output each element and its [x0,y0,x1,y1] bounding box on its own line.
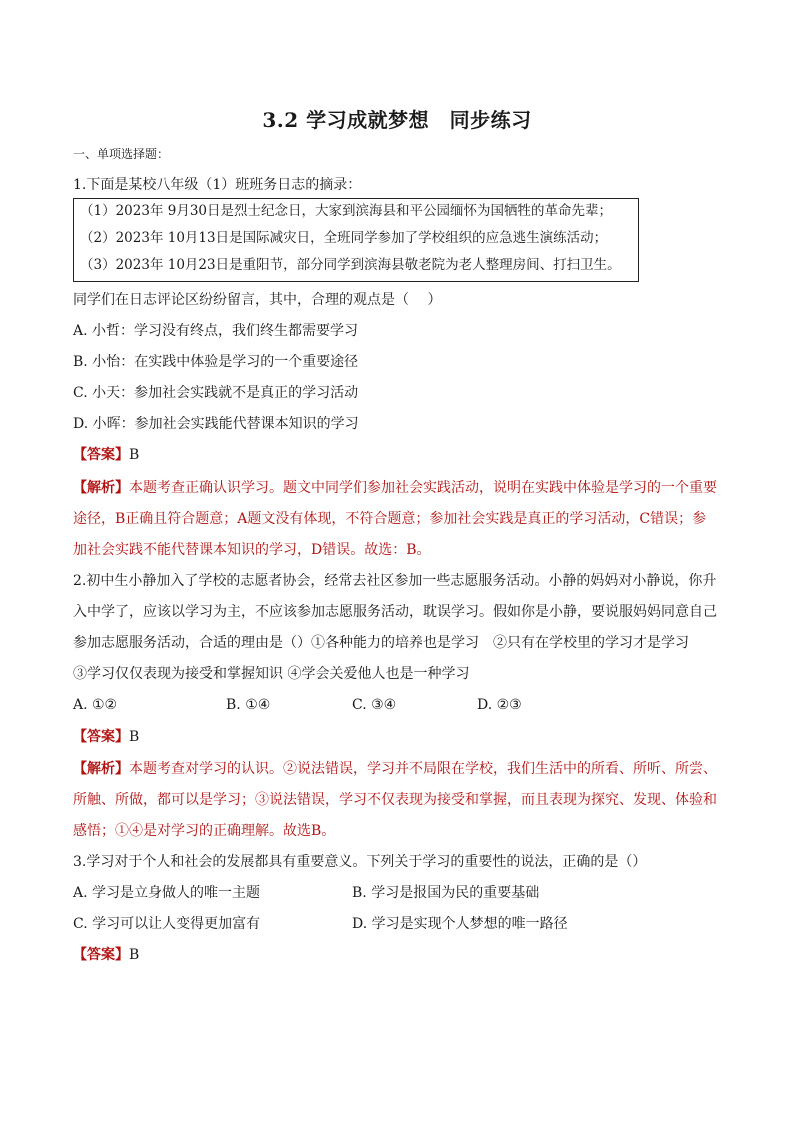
q3-option-a: A. 学习是立身做人的唯一主题 [73,885,261,901]
q1-option-d: D. 小晖：参加社会实践能代替课本知识的学习 [73,416,359,432]
q1-stem: 1.下面是某校八年级（1）班班务日志的摘录： [73,177,362,193]
q2-stem-line: 2.初中生小静加入了学校的志愿者协会，经常去社区参加一些志愿服务活动。小静的妈妈对小静说，你升 [73,573,717,589]
q2-analysis-line: 所触、所做，都可以是学习；③说法错误，学习不仅表现为接受和掌握，而且表现为探究、发现、体验和 [73,792,717,808]
answer-value: B [129,729,140,745]
q3-option-b: B. 学习是报国为民的重要基础 [352,885,540,901]
answer-value: B [129,447,140,463]
analysis-label: 【解析】 [73,761,129,777]
answer-value: B [129,947,140,963]
q1-log-entry: （1）2023年 9月30日是烈士纪念日，大家到滨海县和平公园缅怀为国牺牲的革命先辈； [80,203,613,219]
q1-option-b: B. 小怡：在实践中体验是学习的一个重要途径 [73,354,359,370]
q2-option-c: C. ③④ [352,697,397,713]
q1-log-box [73,198,639,282]
q2-answer [73,727,139,747]
q3-option-c: C. 学习可以让人变得更加富有 [73,916,261,932]
q2-analysis-line: 感悟；①④是对学习的正确理解。故选B。 [73,823,336,839]
section-heading: 一、单项选择题： [73,147,170,161]
q2-option-b: B. ①④ [226,697,271,713]
q2-option-d: D. ②③ [477,697,522,713]
answer-label: 【答案】 [73,947,129,963]
q2-stem-line: ③学习仅仅表现为接受和掌握知识 ④学会关爱他人也是一种学习 [73,666,470,682]
q2-stem-line: 入中学了，应该以学习为主，不应该参加志愿服务活动，耽误学习。假如你是小静，要说服妈妈同意自己 [73,604,717,620]
q2-analysis-line [73,759,717,779]
page-title: 3.2 学习成就梦想 同步练习 [262,108,532,132]
q2-option-a: A. ①② [73,697,118,713]
q1-question: 同学们在日志评论区纷纷留言，其中，合理的观点是（ ） [73,292,442,308]
analysis-label: 【解析】 [73,480,129,496]
q1-option-a: A. 小哲：学习没有终点，我们终生都需要学习 [73,323,359,339]
q1-analysis-line [73,478,717,498]
analysis-text: 本题考查正确认识学习。题文中同学们参加社会实践活动，说明在实践中体验是学习的一个重要 [129,480,717,496]
q3-stem: 3.学习对于个人和社会的发展都具有重要意义。下列关于学习的重要性的说法，正确的是（） [73,854,647,870]
q2-stem-line: 参加志愿服务活动，合适的理由是（）①各种能力的培养也是学习 ②只有在学校里的学习才是学习 [73,635,689,651]
q1-log-entry: （3）2023年 10月23日是重阳节，部分同学到滨海县敬老院为老人整理房间、打扫卫生。 [80,257,621,273]
answer-label: 【答案】 [73,447,129,463]
analysis-text: 本题考查对学习的认识。②说法错误，学习并不局限在学校，我们生活中的所看、所听、所尝、 [129,761,717,777]
q1-analysis-line: 途径，B正确且符合题意；A题文没有体现，不符合题意；参加社会实践是真正的学习活动，C错误；参 [73,511,707,527]
q1-option-c: C. 小天：参加社会实践就不是真正的学习活动 [73,385,359,401]
q3-answer [73,945,139,965]
q1-log-entry: （2）2023年 10月13日是国际减灾日，全班同学参加了学校组织的应急逃生演练活动； [80,230,608,246]
q3-option-d: D. 学习是实现个人梦想的唯一路径 [352,916,568,932]
answer-label: 【答案】 [73,729,129,745]
q1-answer [73,445,139,465]
q1-analysis-line: 加社会实践不能代替课本知识的学习，D错误。故选：B。 [73,542,431,558]
